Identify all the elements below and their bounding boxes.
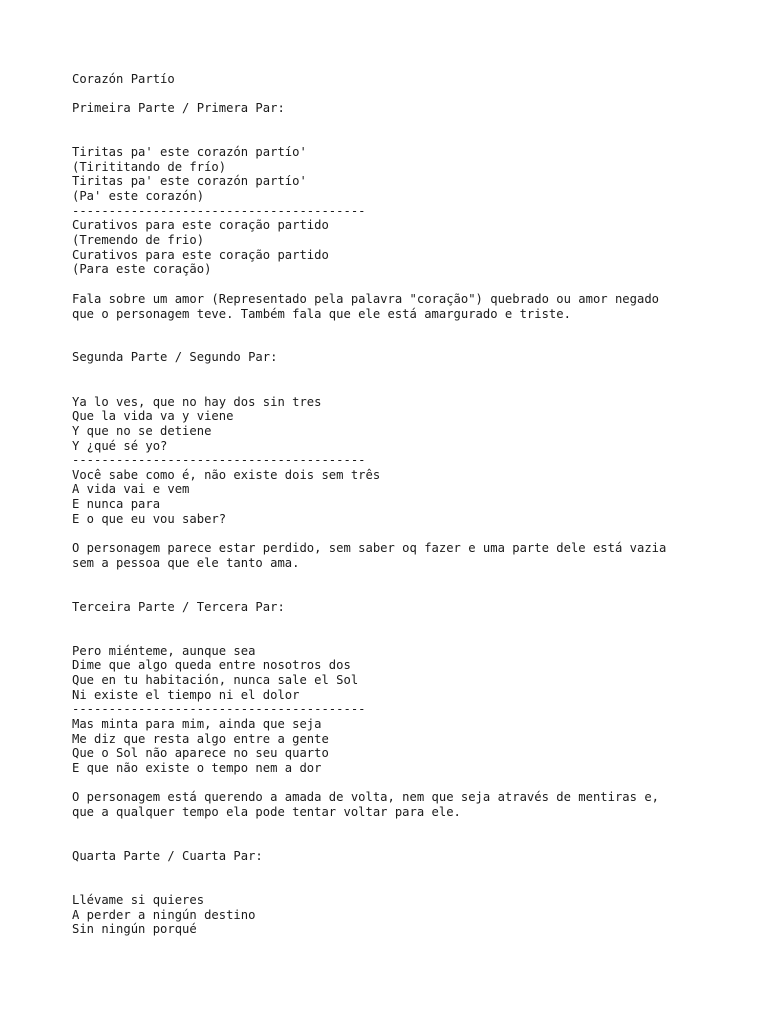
- part2-commentary-line-1: O personagem parece estar perdido, sem saber oq fazer e uma parte dele está vazia: [72, 541, 667, 555]
- part2-spanish-line-2: Que la vida va y viene: [72, 409, 234, 423]
- part1-spanish-line-2: (Tirititando de frío): [72, 160, 227, 174]
- part2-spanish-line-3: Y que no se detiene: [72, 424, 212, 438]
- part2-spanish-line-4: Y ¿qué sé yo?: [72, 439, 168, 453]
- part2-portuguese-line-1: Você sabe como é, não existe dois sem três: [72, 468, 381, 482]
- part3-spanish-line-3: Que en tu habitación, nunca sale el Sol: [72, 673, 359, 687]
- part4-spanish-line-1: Llévame si quieres: [72, 893, 205, 907]
- part2-portuguese-line-2: A vida vai e vem: [72, 482, 190, 496]
- part2-portuguese-line-4: E o que eu vou saber?: [72, 512, 227, 526]
- part2-portuguese-line-3: E nunca para: [72, 497, 161, 511]
- part3-spanish-line-2: Dime que algo queda entre nosotros dos: [72, 658, 351, 672]
- part3-commentary-line-1: O personagem está querendo a amada de volta, nem que seja através de mentiras e,: [72, 790, 659, 804]
- part2-divider: ----------------------------------------: [72, 453, 366, 467]
- part3-portuguese-line-3: Que o Sol não aparece no seu quarto: [72, 746, 329, 760]
- part3-portuguese-line-4: E que não existe o tempo nem a dor: [72, 761, 322, 775]
- part2-commentary-line-2: sem a pessoa que ele tanto ama.: [72, 556, 300, 570]
- part3-spanish-line-1: Pero miénteme, aunque sea: [72, 644, 256, 658]
- part3-divider: ----------------------------------------: [72, 702, 366, 716]
- part4-spanish-line-3: Sin ningún porqué: [72, 922, 197, 936]
- part1-portuguese-line-4: (Para este coração): [72, 262, 212, 276]
- part3-portuguese-line-2: Me diz que resta algo entre a gente: [72, 732, 329, 746]
- part1-divider: ----------------------------------------: [72, 204, 366, 218]
- part2-heading: Segunda Parte / Segundo Par:: [72, 350, 278, 364]
- part3-spanish-line-4: Ni existe el tiempo ni el dolor: [72, 688, 300, 702]
- part1-portuguese-line-2: (Tremendo de frio): [72, 233, 205, 247]
- part1-spanish-line-3: Tiritas pa' este corazón partío': [72, 174, 307, 188]
- document-title: Corazón Partío: [72, 72, 175, 86]
- part1-heading: Primeira Parte / Primera Par:: [72, 101, 285, 115]
- part1-portuguese-line-1: Curativos para este coração partido: [72, 218, 329, 232]
- part1-spanish-line-1: Tiritas pa' este corazón partío': [72, 145, 307, 159]
- part1-portuguese-line-3: Curativos para este coração partido: [72, 248, 329, 262]
- part2-spanish-line-1: Ya lo ves, que no hay dos sin tres: [72, 395, 322, 409]
- part1-commentary-line-2: que o personagem teve. Também fala que ele está amargurado e triste.: [72, 307, 571, 321]
- part4-heading: Quarta Parte / Cuarta Par:: [72, 849, 263, 863]
- part1-commentary-line-1: Fala sobre um amor (Representado pela palavra "coração") quebrado ou amor negado: [72, 292, 659, 306]
- part3-portuguese-line-1: Mas minta para mim, ainda que seja: [72, 717, 322, 731]
- part4-spanish-line-2: A perder a ningún destino: [72, 908, 256, 922]
- part3-heading: Terceira Parte / Tercera Par:: [72, 600, 285, 614]
- part3-commentary-line-2: que a qualquer tempo ela pode tentar voltar para ele.: [72, 805, 461, 819]
- part1-spanish-line-4: (Pa' este corazón): [72, 189, 205, 203]
